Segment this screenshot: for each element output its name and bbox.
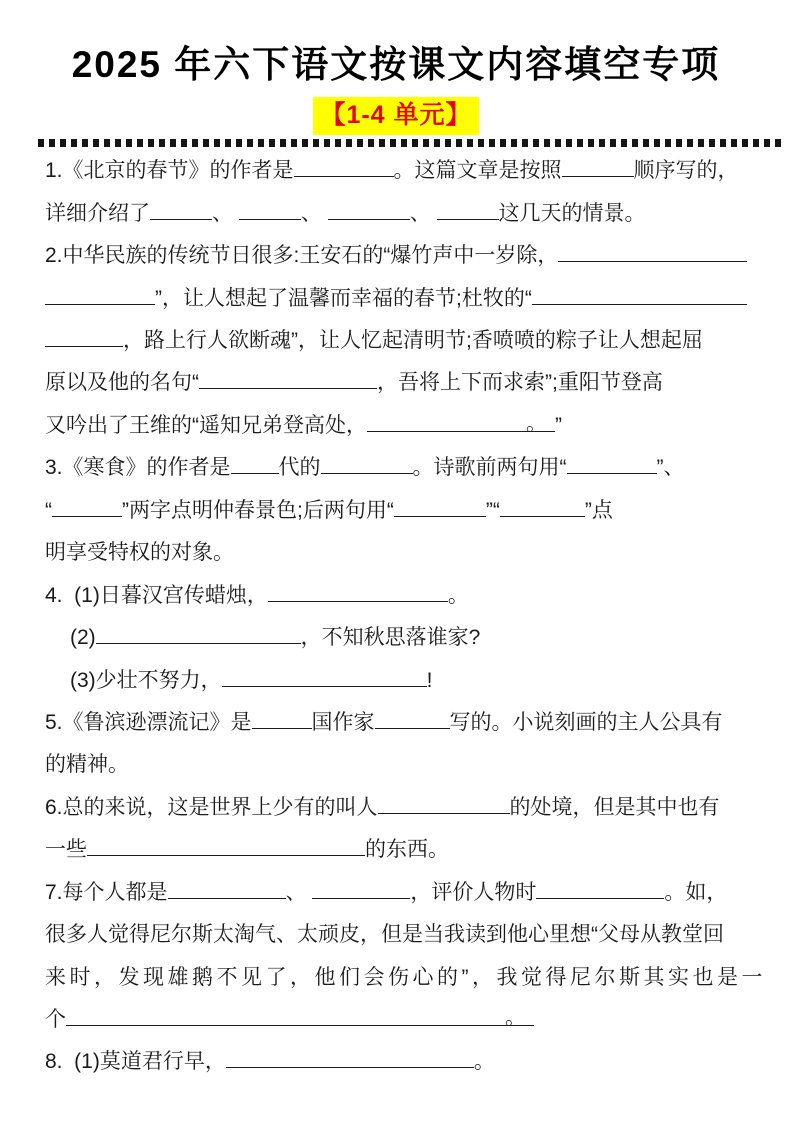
fill-in-blank <box>168 898 286 899</box>
worksheet-line <box>45 235 747 277</box>
worksheet-line <box>45 575 747 617</box>
line-text: 原以及他的名句“ <box>45 371 199 395</box>
fill-in-blank <box>394 516 486 517</box>
line-text: 6.总的来说，这是世界上少有的叫人 <box>45 795 378 819</box>
line-text: 、 <box>300 201 328 225</box>
worksheet-line <box>45 914 747 956</box>
line-text: 、 <box>285 880 313 904</box>
worksheet-line <box>45 490 747 532</box>
dotted-separator <box>38 139 783 147</box>
worksheet-line <box>45 787 747 829</box>
line-text: 3.《寒食》的作者是 <box>45 456 231 480</box>
line-text: 又吟出了王维的“遥知兄弟登高处， <box>45 413 367 437</box>
line-text: (3)少壮不努力， <box>70 668 222 692</box>
unit-range-badge: 【1-4 单元】 <box>313 97 478 135</box>
line-text: 国作家 <box>311 710 375 734</box>
fill-in-blank <box>52 516 122 517</box>
line-text: ”、 <box>656 456 685 480</box>
line-text: 很多人觉得尼尔斯太淘气、太顽皮，但是当我读到他心里想“父母从教堂回 <box>45 923 724 947</box>
line-text: 这几天的情景。 <box>498 201 646 225</box>
fill-in-blank <box>226 1067 474 1068</box>
line-text: 4. (1)日暮汉宫传蜡烛， <box>45 583 268 607</box>
line-text: 8. (1)莫道君行早， <box>45 1050 226 1074</box>
line-text: ! <box>426 668 433 692</box>
worksheet-line <box>45 320 747 362</box>
fill-in-blank <box>45 346 123 347</box>
fill-in-blank <box>562 176 634 177</box>
fill-in-blank <box>375 728 450 729</box>
line-text: 5.《鲁滨逊漂流记》是 <box>45 710 252 734</box>
line-text: “ <box>45 498 52 522</box>
line-text: 代的 <box>278 456 321 480</box>
line-text: ”，让人想起了温馨而幸福的春节;杜牧的“ <box>155 286 532 310</box>
fill-in-blank <box>294 176 394 177</box>
fill-in-blank <box>532 304 747 305</box>
fill-in-blank <box>536 898 664 899</box>
fill-in-blank <box>87 855 365 856</box>
line-text: 顺序写的， <box>633 159 739 183</box>
worksheet-line <box>45 744 747 786</box>
worksheet-line <box>70 617 747 659</box>
worksheet-line <box>45 405 747 447</box>
subtitle-row <box>45 97 747 135</box>
fill-in-blank <box>558 261 747 262</box>
worksheet-line <box>45 447 747 489</box>
line-text: 。这篇文章是按照 <box>393 159 562 183</box>
line-text: (2) <box>70 626 96 650</box>
worksheet-line <box>45 150 747 192</box>
line-text: 的东西。 <box>365 838 449 862</box>
line-text: 的精神。 <box>45 753 129 777</box>
worksheet-line <box>45 957 766 999</box>
line-text: ”点 <box>584 498 613 522</box>
fill-in-blank <box>150 219 212 220</box>
question-list <box>45 150 766 1084</box>
fill-in-blank <box>199 388 377 389</box>
line-text: 、 <box>409 201 437 225</box>
line-text: 2.中华民族的传统节日很多:王安石的“爆竹声中一岁除， <box>45 244 559 268</box>
line-text: 个 <box>45 1008 66 1031</box>
line-text: 、 <box>212 201 239 225</box>
fill-in-blank <box>45 304 155 305</box>
line-text: 7.每个人都是 <box>45 880 168 904</box>
line-text: 。诗歌前两句用“ <box>412 456 567 480</box>
line-text: 1.《北京的春节》的作者是 <box>45 159 294 183</box>
line-text: 一些 <box>45 838 87 862</box>
worksheet-line <box>45 999 747 1041</box>
worksheet-line <box>70 660 747 702</box>
fill-in-blank <box>239 219 301 220</box>
line-text: 。如， <box>664 880 728 904</box>
worksheet-line <box>45 278 747 320</box>
fill-in-blank <box>231 473 279 474</box>
blank-end-punctuation: 。 <box>526 411 547 435</box>
worksheet-line <box>45 829 747 871</box>
fill-in-blank <box>567 473 657 474</box>
fill-in-blank <box>437 219 499 220</box>
fill-in-blank <box>500 516 585 517</box>
worksheet-line <box>45 532 747 574</box>
fill-in-blank <box>252 728 312 729</box>
line-text: 明享受特权的对象。 <box>45 541 234 565</box>
fill-in-blank <box>222 686 427 687</box>
fill-in-blank <box>268 601 448 602</box>
line-text: ，不知秋思落谁家? <box>300 626 481 650</box>
worksheet-line <box>45 1041 747 1083</box>
line-text: 写的。小说刻画的主人公具有 <box>449 710 723 734</box>
line-text: 来时，发现雄鹅不见了，他们会伤心的”，我觉得尼尔斯其实也是一 <box>45 965 766 989</box>
worksheet-line <box>45 362 747 404</box>
line-text: 详细介绍了 <box>45 201 150 225</box>
worksheet-line <box>45 872 747 914</box>
line-text: ” <box>555 413 562 437</box>
fill-in-blank <box>66 1006 534 1029</box>
line-text: ，路上行人欲断魂”，让人忆起清明节;香喷喷的粽子让人想起屈 <box>123 329 703 352</box>
line-text: ，吾将上下而求索”;重阳节登高 <box>377 371 663 395</box>
fill-in-blank <box>378 813 510 814</box>
fill-in-blank <box>96 643 301 644</box>
line-text: ”两字点明仲春景色;后两句用“ <box>122 498 394 522</box>
worksheet-line <box>45 702 747 744</box>
line-text: 的处境，但是其中也有 <box>509 795 720 819</box>
fill-in-blank <box>328 219 410 220</box>
worksheet-line <box>45 193 747 235</box>
page-title: 2025 年六下语文按课文内容填空专项 <box>71 44 721 85</box>
line-text: ，评价人物时 <box>410 880 537 904</box>
blank-end-punctuation: 。 <box>505 1006 526 1029</box>
line-text: ”“ <box>485 498 500 522</box>
fill-in-blank <box>312 898 410 899</box>
line-text: 。 <box>447 583 469 607</box>
fill-in-blank <box>367 411 555 435</box>
fill-in-blank <box>321 473 413 474</box>
line-text: 。 <box>473 1050 495 1074</box>
